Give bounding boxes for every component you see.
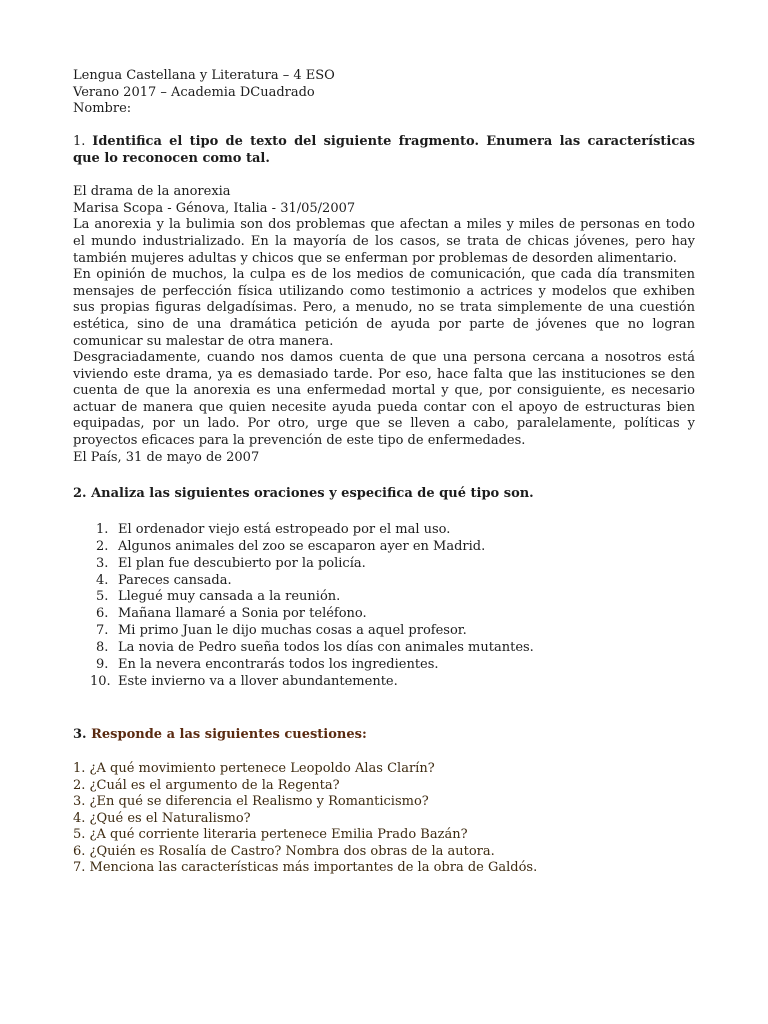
list-item-number: 6. (96, 606, 109, 622)
academy-line: Verano 2017 – Academia DCuadrado (73, 84, 315, 100)
list-item-text: En la nevera encontrarás todos los ingredientes. (118, 656, 439, 672)
question-3-number: 3. (73, 726, 87, 742)
question-3-heading (73, 727, 695, 744)
article-paragraph: Desgraciadamente, cuando nos damos cuenta de que una persona cercana a nosotros está viviendo este drama, ya es demasiado tarde. Por eso, hace falta que las instituciones se den cuenta de que la anorexia es una enfermedad mortal y que, por consiguiente, es necesario actuar de manera que quien necesite ayuda pueda contar con el apoyo de estructuras bien equipadas, por un lado. Por otro, urge que se lleven a cabo, paralelamente, políticas y proyectos eficaces para la prevención de este tipo de enfermedades. (73, 350, 695, 449)
article-paragraph: La anorexia y la bulimia son dos problemas que afectan a miles y miles de personas en todo el mundo industrializado. En la mayoría de los casos, se trata de chicas jóvenes, pero hay también mujeres adultas y chicos que se enferman por problemas de desorden alimentario. (73, 217, 695, 266)
list-item-number: 5. (96, 589, 109, 605)
question-1-instruction: Identifica el tipo de texto del siguiente fragmento. Enumera las características que lo reconocen como tal. (73, 134, 696, 166)
list-item (73, 573, 695, 590)
article-source: El País, 31 de mayo de 2007 (73, 449, 260, 465)
list-item-text: La novia de Pedro sueña todos los días con animales mutantes. (118, 640, 534, 656)
list-item (73, 589, 695, 606)
list-item: 5. ¿A qué corriente literaria pertenece Emilia Prado Bazán? (73, 827, 468, 843)
document-header (73, 68, 695, 118)
list-item-text: Algunos animales del zoo se escaparon ayer en Madrid. (118, 538, 486, 554)
list-item-number: 7. (96, 623, 109, 639)
list-item (73, 674, 695, 691)
list-item-number: 9. (96, 656, 109, 672)
list-item: 1. ¿A qué movimiento pertenece Leopoldo Alas Clarín? (73, 761, 435, 777)
list-item-text: Este invierno va a llover abundantemente. (118, 673, 398, 689)
sentence-list (73, 522, 695, 691)
list-item: 7. Menciona las características más importantes de la obra de Galdós. (73, 860, 538, 876)
list-item (73, 657, 695, 674)
article-byline: Marisa Scopa - Génova, Italia - 31/05/2007 (73, 200, 356, 216)
question-1-number: 1. (73, 134, 86, 150)
list-item-number: 3. (96, 555, 109, 571)
list-item-number: 10. (90, 673, 111, 689)
list-item-text: Mañana llamaré a Sonia por teléfono. (118, 606, 367, 622)
list-item-text: El ordenador viejo está estropeado por el mal uso. (118, 521, 451, 537)
article-paragraph: En opinión de muchos, la culpa es de los medios de comunicación, que cada día transmiten mensajes de perfección física utilizando como testimonio a actrices y modelos que exhiben sus propias figuras delgadísimas. Pero, a menudo, no se trata simplemente de una cuestión estética, sino de una dramática petición de ayuda por parte de jóvenes que no logran comunicar su malestar de otra manera. (73, 267, 695, 349)
list-item: 6. ¿Quién es Rosalía de Castro? Nombra dos obras de la autora. (73, 843, 495, 859)
list-item (73, 539, 695, 556)
course-title: Lengua Castellana y Literatura – 4 ESO (73, 68, 335, 83)
list-item (73, 640, 695, 657)
list-item (73, 623, 695, 640)
list-item-text: El plan fue descubierto por la policía. (118, 555, 366, 571)
list-item-number: 1. (96, 521, 109, 537)
list-item: 3. ¿En qué se diferencia el Realismo y Romanticismo? (73, 794, 429, 810)
list-item (73, 556, 695, 573)
list-item-number: 4. (96, 572, 109, 588)
list-item: 4. ¿Qué es el Naturalismo? (73, 810, 251, 826)
question-2-heading: 2. Analiza las siguientes oraciones y especifica de qué tipo son. (73, 486, 534, 502)
list-item: 2. ¿Cuál es el argumento de la Regenta? (73, 777, 340, 793)
document-page (73, 68, 695, 877)
question-3-instruction: Responde a las siguientes cuestiones: (91, 726, 367, 742)
list-item-text: Pareces cansada. (118, 572, 232, 588)
question-1-heading (73, 134, 695, 167)
list-item-number: 2. (96, 538, 109, 554)
list-item-text: Llegué muy cansada a la reunión. (118, 589, 341, 605)
list-item-number: 8. (96, 640, 109, 656)
name-label: Nombre: (73, 101, 132, 117)
question-3-list (73, 761, 695, 877)
article-title: El drama de la anorexia (73, 184, 231, 200)
list-item-text: Mi primo Juan le dijo muchas cosas a aquel profesor. (118, 623, 467, 639)
list-item (73, 606, 695, 623)
list-item (73, 522, 695, 539)
